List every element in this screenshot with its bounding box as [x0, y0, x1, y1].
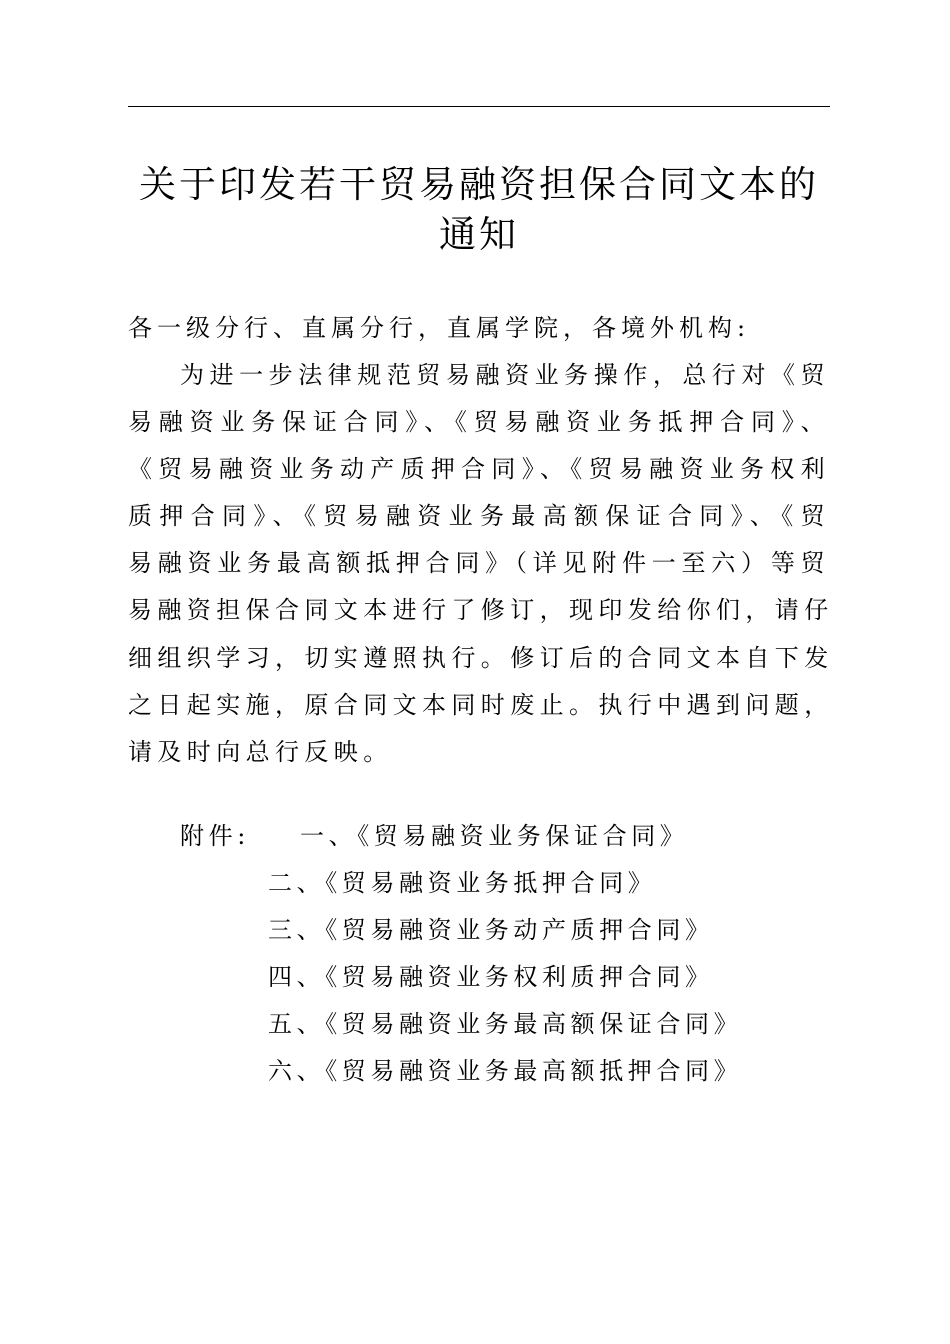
document-title [128, 160, 830, 260]
body-line: 《贸易融资业务动产质押合同》、《贸易融资业务权利 [128, 455, 830, 484]
body-line: 细组织学习，切实遵照执行。修订后的合同文本自下发 [128, 643, 834, 672]
body-line: 易融资业务最高额抵押合同》（详见附件一至六）等贸 [128, 549, 830, 578]
attachment-label: 附件: [180, 822, 250, 850]
attachment-item: 二、《贸易融资业务抵押合同》 [268, 869, 657, 897]
body-line: 易融资业务保证合同》、《贸易融资业务抵押合同》、 [128, 408, 830, 437]
attachment-item: 三、《贸易融资业务动产质押合同》 [268, 916, 714, 944]
top-rule [128, 106, 830, 107]
body-line: 质押合同》、《贸易融资业务最高额保证合同》、《贸 [128, 502, 830, 531]
attachment-item: 四、《贸易融资业务权利质押合同》 [268, 963, 714, 991]
attachment-item: 六、《贸易融资业务最高额抵押合同》 [268, 1057, 743, 1085]
body-paragraph [128, 352, 834, 776]
body-line: 请及时向总行反映。 [128, 737, 393, 766]
salutation: 各一级分行、直属分行，直属学院，各境外机构: [128, 314, 751, 342]
title-line-1: 关于印发若干贸易融资担保合同文本的 [139, 163, 819, 206]
attachment-item: 五、《贸易融资业务最高额保证合同》 [268, 1010, 743, 1038]
body-line: 为进一步法律规范贸易融资业务操作，总行对《贸 [180, 361, 830, 389]
body-line: 易融资担保合同文本进行了修订，现印发给你们，请仔 [128, 596, 834, 625]
title-line-2: 通知 [439, 213, 519, 256]
body-line: 之日起实施，原合同文本同时废止。执行中遇到问题， [128, 690, 834, 719]
attachment-item: 一、《贸易融资业务保证合同》 [300, 822, 689, 850]
